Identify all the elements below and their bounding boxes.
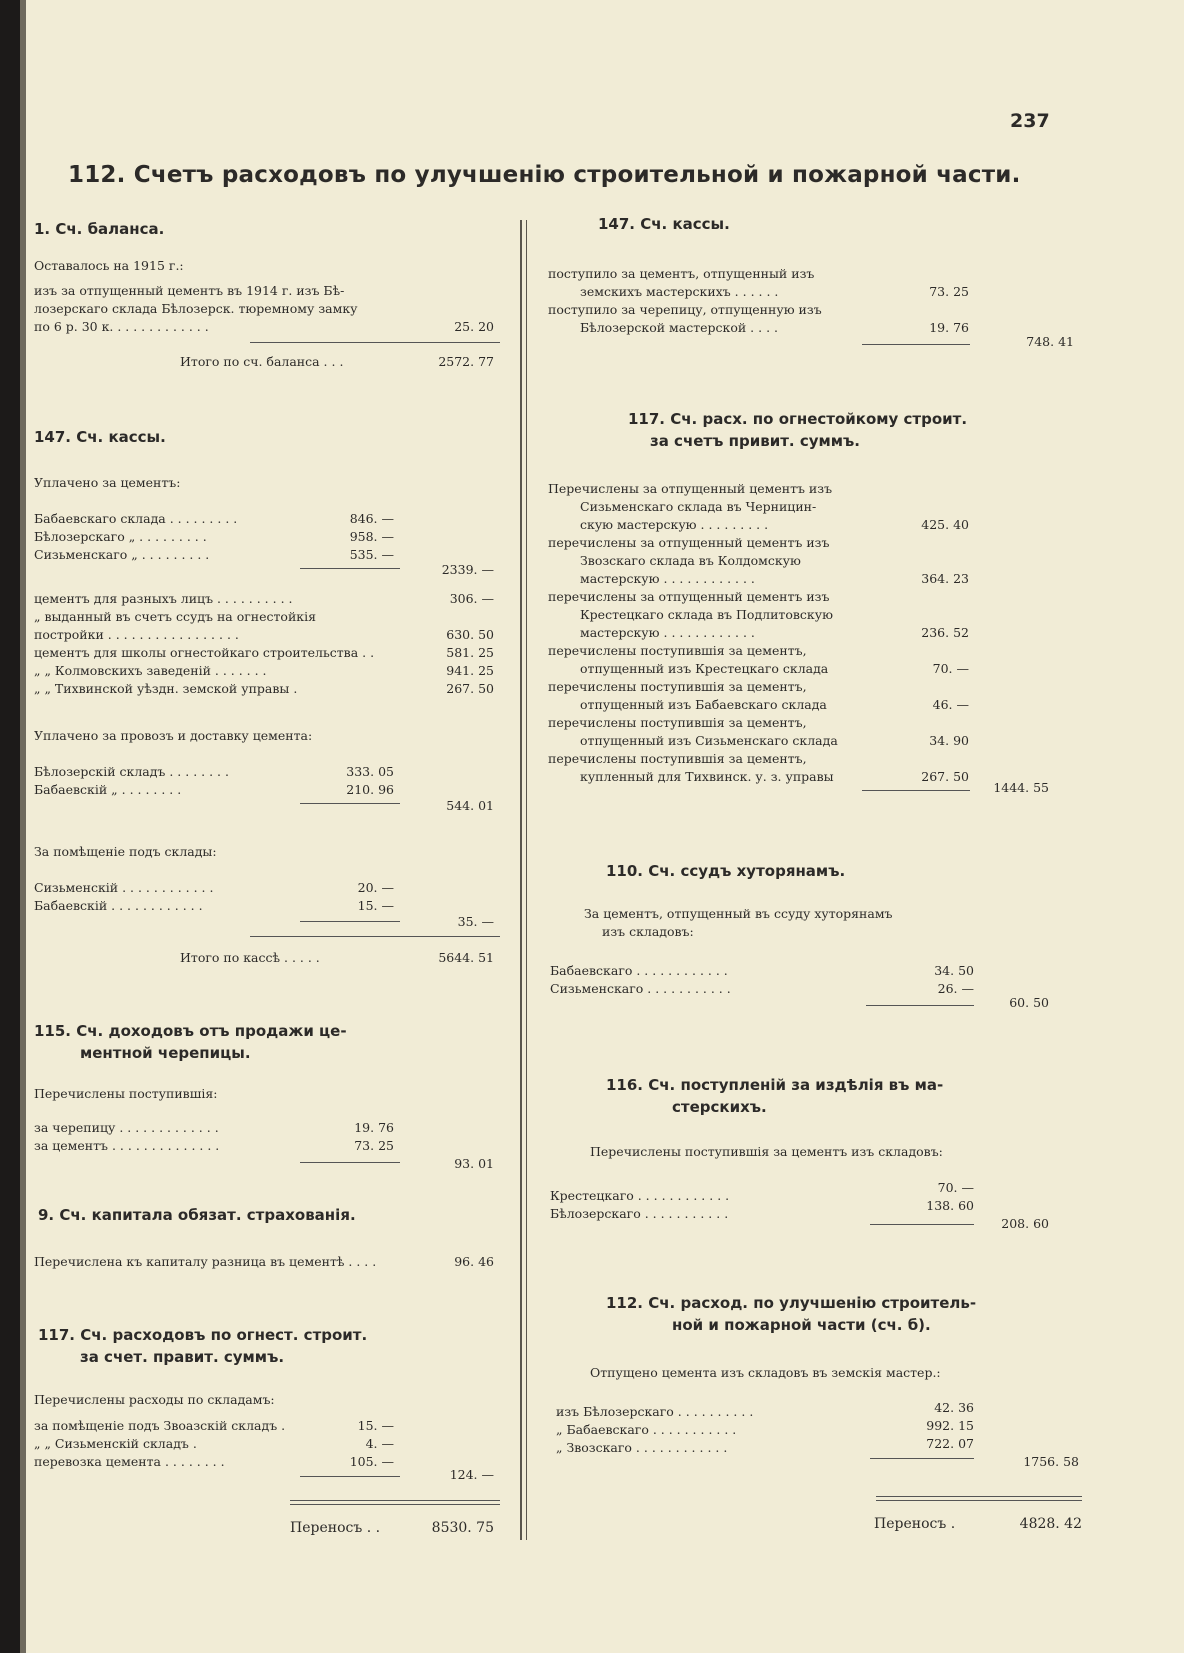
- subtotal-amount: 1444. 55: [993, 780, 1049, 795]
- rule: [870, 1458, 974, 1459]
- text-line: поступило за черепицу, отпущенную изъ: [548, 302, 822, 317]
- subtotal-amount: 124. —: [449, 1467, 494, 1482]
- text-line: Крестецкаго . . . . . . . . . . . .: [550, 1188, 730, 1203]
- section-title: 117. Сч. расх. по огнестойкому строит.: [628, 410, 968, 428]
- amount: 26. —: [937, 981, 974, 996]
- column-divider-inner: [526, 220, 527, 1540]
- section-title: 112. Сч. расход. по улучшенію строитель-: [606, 1294, 977, 1312]
- text-line: перевозка цемента . . . . . . . .: [34, 1454, 225, 1469]
- text-line: „ „ Сизьменскій складъ .: [34, 1436, 197, 1451]
- section-title-cont: ной и пожарной части (сч. б).: [672, 1316, 931, 1334]
- subtotal-amount: 208. 60: [1001, 1216, 1049, 1231]
- section-title: 147. Сч. кассы.: [598, 215, 730, 233]
- text-line: за помѣщеніе подъ Звоазскій складъ .: [34, 1418, 286, 1433]
- amount: 4. —: [365, 1436, 394, 1451]
- text-line: „ Звозскаго . . . . . . . . . . . .: [556, 1440, 728, 1455]
- total-label: Итого по сч. баланса . . .: [180, 354, 344, 369]
- rule: [300, 1162, 400, 1163]
- text-line: отпущенный изъ Крестецкаго склада: [580, 661, 829, 676]
- text-line: изъ за отпущенный цементъ въ 1914 г. изъ Бѣ-: [34, 283, 345, 298]
- section-title-cont: ментной черепицы.: [80, 1044, 251, 1062]
- rule: [876, 1496, 1082, 1497]
- text-line: Сизьменскій . . . . . . . . . . . .: [34, 880, 214, 895]
- text-line: Перечислены поступившія:: [34, 1086, 218, 1101]
- amount: 46. —: [932, 697, 969, 712]
- amount: 25. 20: [454, 319, 494, 334]
- text-line: цементъ для разныхъ лицъ . . . . . . . . . .: [34, 591, 293, 606]
- amount: 333. 05: [346, 764, 394, 779]
- rule: [290, 1504, 500, 1505]
- rule: [250, 936, 500, 937]
- text-line: скую мастерскую . . . . . . . . .: [580, 517, 769, 532]
- total-amount: 2572. 77: [438, 354, 494, 369]
- page-number: 237: [1010, 110, 1050, 132]
- amount: 73. 25: [354, 1138, 394, 1153]
- text-line: Бѣлозерскаго „ . . . . . . . . .: [34, 529, 207, 544]
- amount: 19. 76: [354, 1120, 394, 1135]
- text-line: за черепицу . . . . . . . . . . . . .: [34, 1120, 219, 1135]
- section-title-cont: за счет. правит. суммъ.: [80, 1348, 285, 1366]
- amount: 630. 50: [446, 627, 494, 642]
- text-line: поступило за цементъ, отпущенный изъ: [548, 266, 815, 281]
- text-line: изъ Бѣлозерскаго . . . . . . . . . .: [556, 1404, 754, 1419]
- amount: 425. 40: [921, 517, 969, 532]
- amount: 267. 50: [921, 769, 969, 784]
- page-title: 112. Счетъ расходовъ по улучшенію строительной и пожарной части.: [68, 162, 1021, 188]
- text-line: лозерскаго склада Бѣлозерск. тюремному замку: [34, 301, 358, 316]
- text-line: Сизьменскаго склада въ Черницин-: [580, 499, 817, 514]
- text-line: Крестецкаго склада въ Подлитовскую: [580, 607, 833, 622]
- text-line: за цементъ . . . . . . . . . . . . . .: [34, 1138, 220, 1153]
- text-line: купленный для Тихвинск. у. з. управы: [580, 769, 834, 784]
- rule: [300, 1476, 400, 1477]
- amount: 34. 50: [934, 963, 974, 978]
- text-line: Звозскаго склада въ Колдомскую: [580, 553, 801, 568]
- text-line: „ Бабаевскаго . . . . . . . . . . .: [556, 1422, 737, 1437]
- amount: 267. 50: [446, 681, 494, 696]
- amount: 70. —: [932, 661, 969, 676]
- text-line: отпущенный изъ Сизьменскаго склада: [580, 733, 838, 748]
- text-line: Бабаевскаго склада . . . . . . . . .: [34, 511, 238, 526]
- text-line: постройки . . . . . . . . . . . . . . . . .: [34, 627, 239, 642]
- column-divider: [520, 220, 522, 1540]
- text-line: Перечислена къ капиталу разница въ цементѣ . . . .: [34, 1254, 377, 1269]
- amount: 846. —: [349, 511, 394, 526]
- amount: 105. —: [349, 1454, 394, 1469]
- text-line: перечислены поступившія за цементъ,: [548, 751, 807, 766]
- text-line: изъ складовъ:: [602, 924, 694, 939]
- text-line: За цементъ, отпущенный въ ссуду хуторянамъ: [584, 906, 893, 921]
- text-line: За помѣщеніе подъ склады:: [34, 844, 217, 859]
- section-title-cont: стерскихъ.: [672, 1098, 767, 1116]
- text-line: Перечислены за отпущенный цементъ изъ: [548, 481, 833, 496]
- subtotal-amount: 93. 01: [454, 1156, 494, 1171]
- subtotal-amount: 1756. 58: [1023, 1454, 1079, 1469]
- amount: 992. 15: [926, 1418, 974, 1433]
- text-line: Бѣлозерской мастерской . . . .: [580, 320, 778, 335]
- text-line: мастерскую . . . . . . . . . . . .: [580, 625, 755, 640]
- text-line: по 6 р. 30 к. . . . . . . . . . . . .: [34, 319, 209, 334]
- rule: [862, 344, 970, 345]
- amount: 19. 76: [929, 320, 969, 335]
- carry-amount: 4828. 42: [1019, 1516, 1082, 1532]
- amount: 236. 52: [921, 625, 969, 640]
- text-line: земскихъ мастерскихъ . . . . . .: [580, 284, 779, 299]
- section-title: 116. Сч. поступленій за издѣлія въ ма-: [606, 1076, 944, 1094]
- text-line: Уплачено за цементъ:: [34, 475, 181, 490]
- amount: 73. 25: [929, 284, 969, 299]
- book-spine-edge: [20, 0, 26, 1653]
- text-line: Бабаевскій „ . . . . . . . .: [34, 782, 182, 797]
- rule: [300, 921, 400, 922]
- text-line: отпущенный изъ Бабаевскаго склада: [580, 697, 827, 712]
- text-line: Перечислены расходы по складамъ:: [34, 1392, 275, 1407]
- amount: 20. —: [357, 880, 394, 895]
- text-line: „ „ Тихвинской уѣздн. земской управы .: [34, 681, 298, 696]
- section-title: 110. Сч. ссудъ хуторянамъ.: [606, 862, 846, 880]
- amount: 210. 96: [346, 782, 394, 797]
- subtotal-amount: 60. 50: [1009, 995, 1049, 1010]
- amount: 306. —: [449, 591, 494, 606]
- amount: 42. 36: [934, 1400, 974, 1415]
- text-line: „ выданный въ счетъ ссудъ на огнестойкія: [34, 609, 316, 624]
- text-line: Бѣлозерскаго . . . . . . . . . . .: [550, 1206, 729, 1221]
- section-title: 115. Сч. доходовъ отъ продажи це-: [34, 1022, 347, 1040]
- section-title: 117. Сч. расходовъ по огнест. строит.: [38, 1326, 368, 1344]
- subtotal-amount: 35. —: [457, 914, 494, 929]
- text-line: перечислены за отпущенный цементъ изъ: [548, 535, 830, 550]
- rule: [876, 1500, 1082, 1501]
- text-line: перечислены поступившія за цементъ,: [548, 643, 807, 658]
- text-line: Уплачено за провозъ и доставку цемента:: [34, 728, 313, 743]
- subtotal-amount: 748. 41: [1026, 334, 1074, 349]
- subtotal-amount: 2339. —: [441, 562, 494, 577]
- amount: 34. 90: [929, 733, 969, 748]
- amount: 96. 46: [454, 1254, 494, 1269]
- text-line: перечислены поступившія за цементъ,: [548, 715, 807, 730]
- rule: [290, 1500, 500, 1501]
- text-line: Сизьменскаго „ . . . . . . . . .: [34, 547, 210, 562]
- text-line: Отпущено цемента изъ складовъ въ земскія мастер.:: [590, 1365, 941, 1380]
- text-line: Сизьменскаго . . . . . . . . . . .: [550, 981, 731, 996]
- text-line: мастерскую . . . . . . . . . . . .: [580, 571, 755, 586]
- amount: 364. 23: [921, 571, 969, 586]
- total-label: Итого по кассѣ . . . . .: [180, 950, 320, 965]
- text-line: „ „ Колмовскихъ заведеній . . . . . . .: [34, 663, 267, 678]
- text-line: цементъ для школы огнестойкаго строительства . .: [34, 645, 375, 660]
- rule: [300, 568, 400, 569]
- text-line: Бѣлозерскій складъ . . . . . . . .: [34, 764, 229, 779]
- rule: [300, 803, 400, 804]
- total-amount: 5644. 51: [438, 950, 494, 965]
- section-title-cont: за счетъ привит. суммъ.: [650, 432, 860, 450]
- amount: 15. —: [357, 1418, 394, 1433]
- carry-label: Переносъ . .: [290, 1520, 381, 1536]
- book-spine-shadow: [0, 0, 20, 1653]
- text-line: Оставалось на 1915 г.:: [34, 258, 184, 273]
- text-line: Перечислены поступившія за цементъ изъ складовъ:: [590, 1144, 943, 1159]
- amount: 70. —: [937, 1180, 974, 1195]
- rule: [250, 342, 500, 343]
- text-line: перечислены за отпущенный цементъ изъ: [548, 589, 830, 604]
- text-line: перечислены поступившія за цементъ,: [548, 679, 807, 694]
- carry-amount: 8530. 75: [431, 1520, 494, 1536]
- amount: 535. —: [349, 547, 394, 562]
- amount: 15. —: [357, 898, 394, 913]
- carry-label: Переносъ .: [874, 1516, 956, 1532]
- amount: 722. 07: [926, 1436, 974, 1451]
- section-title: 9. Сч. капитала обязат. страхованія.: [38, 1206, 356, 1224]
- amount: 581. 25: [446, 645, 494, 660]
- section-title: 1. Сч. баланса.: [34, 220, 165, 238]
- amount: 958. —: [349, 529, 394, 544]
- text-line: Бабаевскій . . . . . . . . . . . .: [34, 898, 203, 913]
- text-line: Бабаевскаго . . . . . . . . . . . .: [550, 963, 728, 978]
- section-title: 147. Сч. кассы.: [34, 428, 166, 446]
- subtotal-amount: 544. 01: [446, 798, 494, 813]
- rule: [862, 790, 970, 791]
- amount: 941. 25: [446, 663, 494, 678]
- amount: 138. 60: [926, 1198, 974, 1213]
